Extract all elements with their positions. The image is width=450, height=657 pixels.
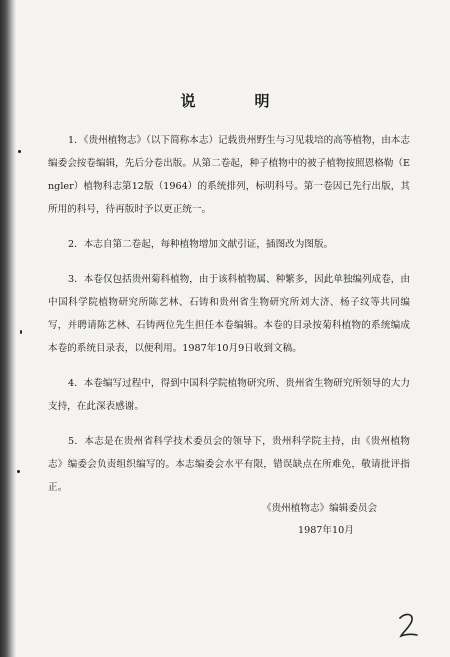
scan-speck: [17, 470, 20, 473]
scan-speck: [18, 150, 21, 153]
signature-organization: 《贵州植物志》编辑委员会: [262, 503, 378, 514]
scan-speck: [20, 330, 22, 334]
handwritten-mark-icon: [397, 610, 419, 638]
paragraph-5: 5．本志是在贵州省科学技术委员会的领导下，贵州科学院主持，由《贵州植物志》编委会负责组织编写的。本志编委会水平有限，错误缺点在所难免，敬请批评指正。: [48, 436, 410, 493]
document-body: [48, 129, 410, 511]
paragraph-4: 4．本卷编写过程中，得到中国科学院植物研究所、贵州省生物研究所领导的大力支持，在此深表感谢。: [48, 378, 410, 412]
paragraph-1: 1．《贵州植物志》（以下简称本志）记载贵州野生与习见栽培的高等植物，由本志编委会按卷编辑，先后分卷出版。从第二卷起，种子植物中的被子植物按照恩格勒（Engler）植物科志第12版（1964）的系统排列，标明科号。第一卷因已先行出版，其所用的科号，待再版时予以更正统一。: [48, 135, 410, 215]
paragraph-2: 2．本志自第二卷起，每种植物增加文献引证，插图改为图版。: [68, 239, 334, 250]
page-title: 说 明: [180, 92, 292, 110]
signature-date: 1987年10月: [298, 525, 354, 536]
paragraph-3: 3．本卷仅包括贵州菊科植物，由于该科植物属、种繁多，因此单独编列成卷，由中国科学院植物研究所陈艺林、石铸和贵州省生物研究所刘大济、杨子纹等共同编写，并聘请陈艺林、石铸两位先生担任本卷编辑。本卷的目录按菊科植物的系统编成本卷的系统目录表，以便利用。1987年10月9日收到文稿。: [48, 274, 410, 354]
